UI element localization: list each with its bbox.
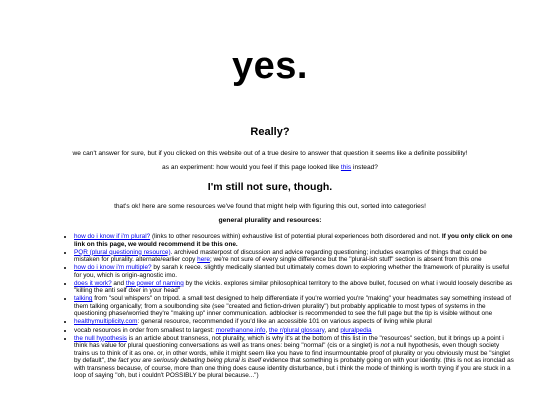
resource-link[interactable]: morethanone.info: [215, 326, 266, 334]
resource-link[interactable]: here: [197, 256, 210, 264]
experiment-paragraph: [0, 164, 540, 172]
resource-text: ,: [265, 326, 270, 334]
experiment-text-after: instead?: [351, 164, 378, 171]
resource-text: , and: [324, 326, 341, 334]
page-headline: yes.: [232, 45, 308, 87]
intro-paragraph: we can't answer for sure, but if you clicked on this website out of a true desire to answer that question it seems like a definite possibility!: [72, 150, 468, 157]
resource-text: (links to other resources within) exhaustive list of potential plural experiences both disordered and not.: [150, 233, 442, 240]
resource-emphasis: the fact you are seriously debating being plural is itself: [107, 357, 262, 365]
resource-link[interactable]: talking: [74, 295, 93, 303]
list-item: [74, 249, 514, 264]
resource-text: : general resource, recommended if you'd like an accessible 101 on various aspects of living while plural: [137, 318, 432, 326]
resource-link[interactable]: the r/plural glossary: [269, 326, 325, 334]
resources-intro: that's ok! here are some resources we've found that might help with figuring this out, sorted into categories!: [114, 203, 426, 210]
resource-text: vocab resources in order from smallest to largest:: [74, 326, 216, 334]
resource-link[interactable]: PQR (plural questioning resource): [74, 248, 171, 256]
list-item: [74, 327, 514, 335]
resource-text: is an article about transness, not plurality, which is why it's at the bottom of this list in the "resources" section, but it brings up a point i think has value for plural questioning conversations as well as trans ones: being "normal" (cis or a singlet) is: [74, 334, 504, 350]
resource-link[interactable]: the power of naming: [125, 279, 184, 287]
resource-text: by the vickis. explores similar philosophical territory to the above bullet, focused on what i would loosely describe as "killing the anti self dxer in your head": [74, 279, 513, 295]
resource-text: . archived masterpost of discussion and advice regarding questioning; includes examples of things that could be mistaken for plurality. alternate/earlier copy: [74, 248, 487, 264]
resource-list: [60, 233, 514, 380]
list-item: [74, 233, 514, 248]
resource-link[interactable]: how do i know if i'm plural?: [74, 233, 151, 240]
resource-text: ; we're not sure of every single difference but the "plural-ish stuff" section is absent from this one: [209, 256, 482, 264]
resource-text: and: [111, 279, 126, 287]
unsure-heading: I'm still not sure, though.: [207, 181, 333, 193]
really-heading: Really?: [250, 126, 290, 138]
section-title: general plurality and resources:: [218, 217, 322, 224]
resource-emphasis: not: [380, 342, 390, 350]
resource-text: evidence that something is probably going on with your identity. (this is not as ironclad as with transness because, of course, more than one thing does cause identity disturbance, but i think the mode of thinking is worth trying if you are stuck in a loop of saying "oh, but i couldn't POSSIBLY be plural because..."): [74, 357, 514, 380]
resource-recommendation: If you only click on one link on this page, we would recommend it be this one.: [74, 233, 513, 248]
experiment-text-before: as an experiment: how would you feel if this page looked like: [162, 164, 341, 171]
this-link[interactable]: this: [340, 164, 352, 171]
list-item: [74, 295, 514, 318]
resource-link[interactable]: pluralpedia: [340, 326, 372, 334]
resource-text: from "soul whispers" on tripod. a small test designed to help differentiate if you're worried you're "making" your headmates say something instead of them talking organically; from a soulbonding site (see "created and fiction-driven plurality") but probably applicable to most types of systems in the questioning phase/worried they're "making up" inner communication. adblocker is recommended to see the full page but the tip is visible without one: [74, 295, 511, 318]
resource-link[interactable]: does it work?: [74, 279, 112, 287]
resource-link[interactable]: the null hypothesis: [74, 334, 127, 342]
resource-link[interactable]: healthymultiplicity.com: [74, 318, 138, 326]
list-item: [74, 280, 514, 295]
resource-text: by sarah k reece. slightly medically slanted but ultimately comes down to exploring whether the framework of plurality is useful for you, which is origin-agnostic imo.: [74, 264, 510, 279]
resource-text: a null hypothesis, even though society trains us to think of it as one. or, in other words, while it might seem like you have to find insurmountable proof of plurality or you obviously must be "singlet by default",: [74, 342, 510, 365]
list-item: [74, 318, 514, 326]
resource-link[interactable]: how do i know i'm multiple?: [74, 264, 152, 272]
list-item: [74, 335, 514, 380]
list-item: [74, 264, 514, 279]
